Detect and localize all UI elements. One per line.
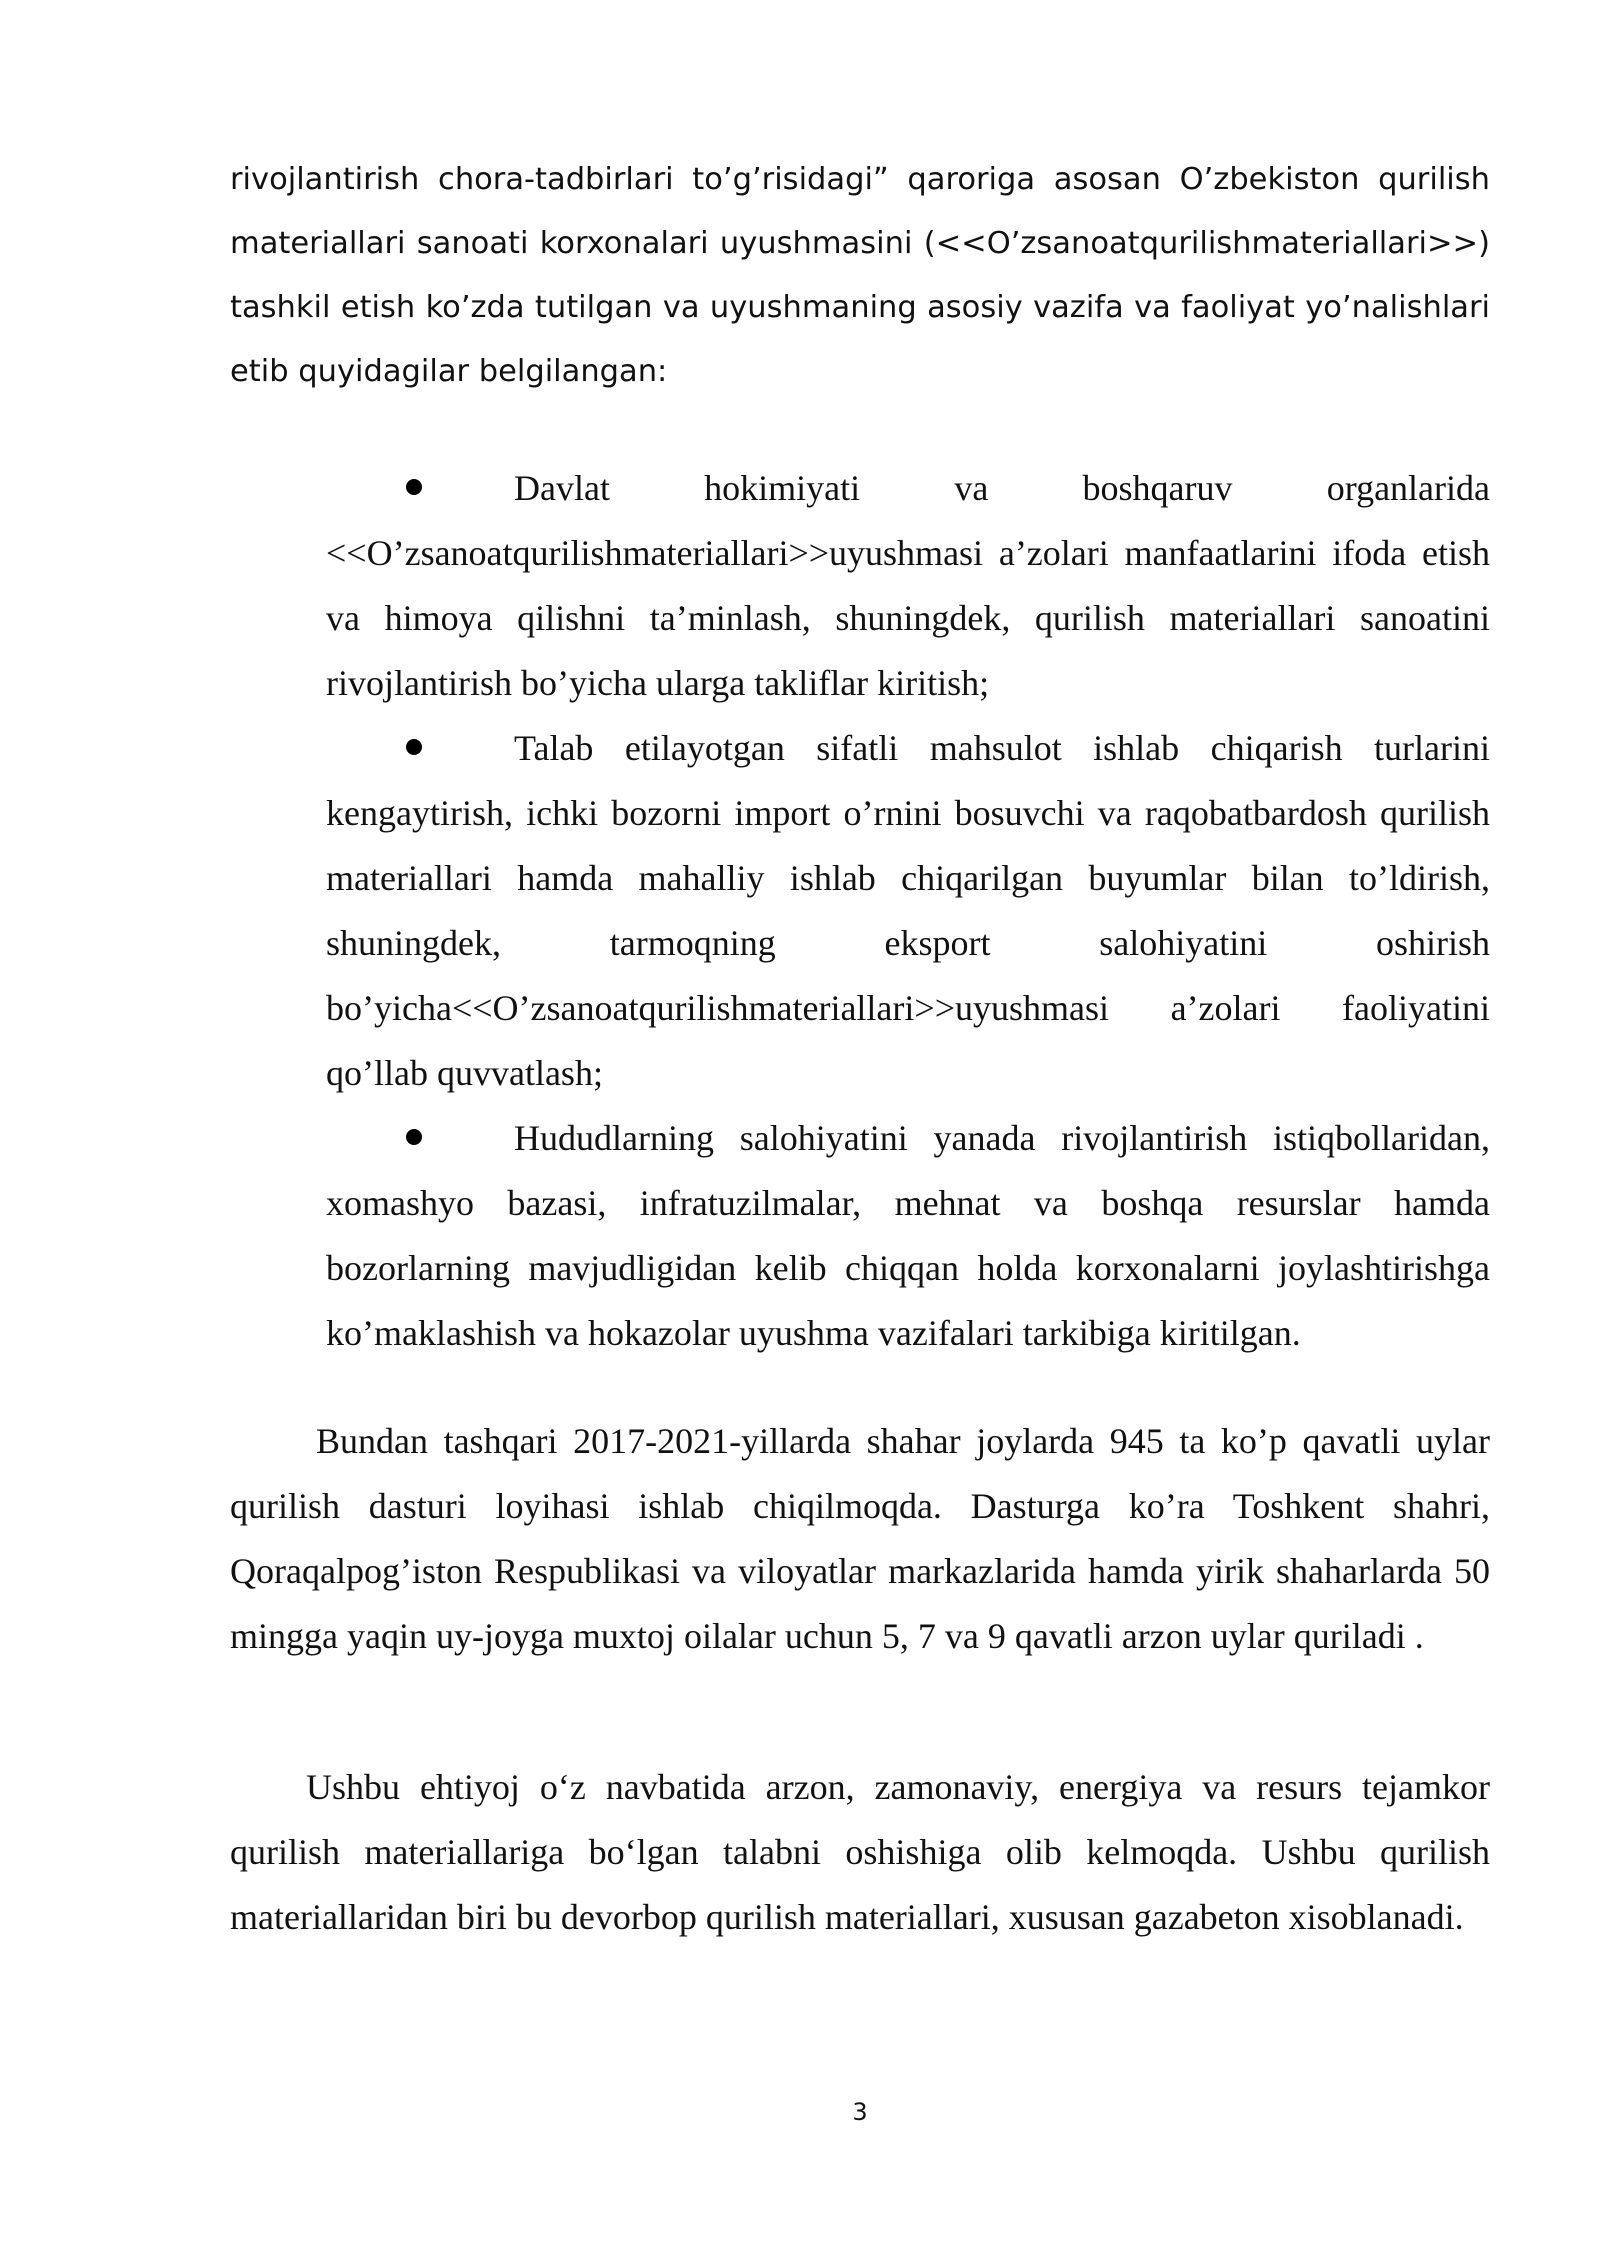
list-item	[326, 456, 1490, 716]
intro-paragraph: rivojlantirish chora-tadbirlari to’g’risidagi” qaroriga asosan O’zbekiston qurilish materiallari sanoati korxonalari uyushmasini (<<O’zsanoatqurilishmateriallari>>) tashkil etish ko’zda tutilgan va uyushmaning asosiy vazifa va faoliyat yo’nalishlari etib quyidagilar belgilangan:	[230, 162, 1490, 389]
list-item	[326, 1106, 1490, 1366]
list-item-text: Talab etilayotgan sifatli mahsulot ishlab chiqarish turlarini kengaytirish, ichki bozorni import o’rnini bosuvchi va raqobatbardosh qurilish materiallari hamda mahalliy ishlab chiqarilgan buyumlar bilan to’ldirish, shuningdek, tarmoqning eksport salohiyatini oshirish bo’yicha<<O’zsanoatqurilishmateriallari>>uyushmasi a’zolari faoliyatini qo’llab quvvatlash;	[326, 728, 1490, 1093]
body-paragraph: Ushbu ehtiyoj o‘z navbatida arzon, zamonaviy, energiya va resurs tejamkor qurilish materiallariga bo‘lgan talabni oshishiga olib kelmoqda. Ushbu qurilish materiallaridan biri bu devorbop qurilish materiallari, xususan gazabeton xisoblanadi.	[230, 1767, 1490, 1937]
body-paragraph: Bundan tashqari 2017-2021-yillarda shahar joylarda 945 ta ko’p qavatli uylar qurilish dasturi loyihasi ishlab chiqilmoqda. Dasturga ko’ra Toshkent shahri, Qoraqalpog’iston Respublikasi va viloyatlar markazlarida hamda yirik shaharlarda 50 mingga yaqin uy-joyga muxtoj oilalar uchun 5, 7 va 9 qavatli arzon uylar quriladi .	[230, 1421, 1490, 1656]
bullet-icon	[406, 1129, 422, 1145]
bullet-list	[326, 456, 1490, 1366]
page-number: 3	[852, 2098, 868, 2126]
list-item-text: Hududlarning salohiyatini yanada rivojlantirish istiqbollaridan, xomashyo bazasi, infratuzilmalar, mehnat va boshqa resurslar hamda bozorlarning mavjudligidan kelib chiqqan holda korxonalarni joylashtirishga ko’maklashish va hokazolar uyushma vazifalari tarkibiga kiritilgan.	[326, 1118, 1490, 1353]
bullet-icon	[406, 739, 422, 755]
bullet-icon	[406, 479, 422, 495]
list-item	[326, 716, 1490, 1106]
list-item-text: Davlat hokimiyati va boshqaruv organlarida <<O’zsanoatqurilishmateriallari>>uyushmasi a’zolari manfaatlarini ifoda etish va himoya qilishni ta’minlash, shuningdek, qurilish materiallari sanoatini rivojlantirish bo’yicha ularga takliflar kiritish;	[326, 468, 1490, 703]
